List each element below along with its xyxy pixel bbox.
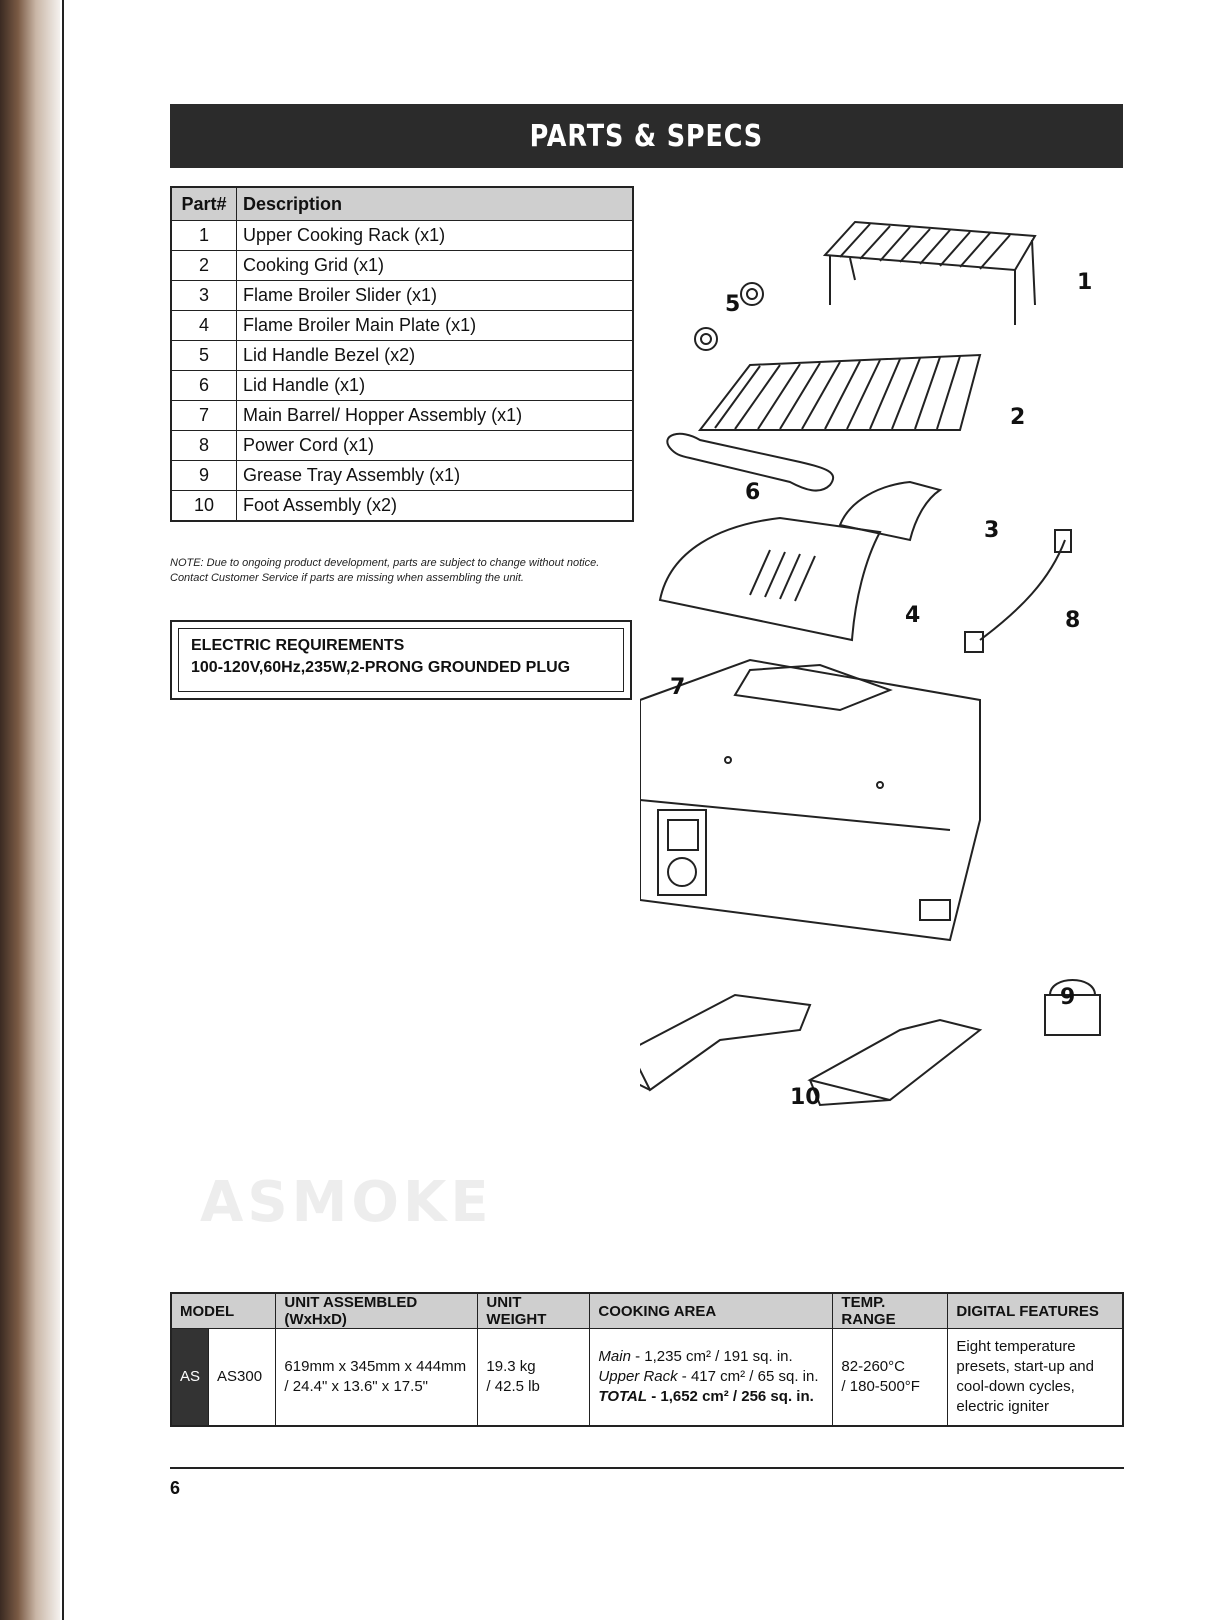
flame-broiler-slider-drawing: [840, 482, 940, 540]
col-temp-range: TEMP. RANGE: [833, 1293, 948, 1329]
col-unit-weight: UNIT WEIGHT: [478, 1293, 590, 1329]
diagram-label-1: 1: [1077, 270, 1093, 295]
section-header: [170, 104, 1123, 168]
upper-cooking-rack-drawing: [825, 222, 1035, 325]
model-name: AS300: [209, 1329, 276, 1427]
part-description: Grease Tray Assembly (x1): [237, 461, 634, 491]
area-main-value: - 1,235 cm² / 191 sq. in.: [630, 1348, 793, 1365]
table-row: [171, 461, 633, 491]
area-upper-value: - 417 cm² / 65 sq. in.: [677, 1368, 819, 1385]
part-number: 3: [171, 281, 237, 311]
table-row: [171, 401, 633, 431]
area-upper-label: Upper Rack: [598, 1368, 678, 1385]
parts-table-header: [171, 187, 633, 221]
brand-watermark: ASMOKE: [200, 1170, 493, 1235]
diagram-label-9: 9: [1060, 985, 1076, 1010]
cooking-area-value: [590, 1329, 833, 1427]
parts-table: [170, 186, 634, 522]
part-description: Flame Broiler Slider (x1): [237, 281, 634, 311]
area-main-label: Main: [598, 1348, 631, 1365]
table-row: [171, 251, 633, 281]
part-number: 2: [171, 251, 237, 281]
area-main: [598, 1347, 824, 1367]
flame-broiler-main-plate-drawing: [660, 518, 880, 640]
diagram-label-8: 8: [1065, 608, 1081, 633]
unit-assembled-value: [276, 1329, 478, 1427]
page-number: 6: [170, 1478, 181, 1498]
col-description: Description: [237, 187, 634, 221]
assembled-imperial: / 24.4" x 13.6" x 17.5": [284, 1378, 428, 1395]
diagram-label-10: 10: [790, 1085, 821, 1110]
part-description: Foot Assembly (x2): [237, 491, 634, 522]
electric-requirements-spec: 100-120V,60Hz,235W,2-PRONG GROUNDED PLUG: [191, 659, 571, 676]
table-row: [171, 491, 633, 522]
area-total-value: - 1,652 cm² / 256 sq. in.: [647, 1388, 814, 1405]
model-series: AS: [171, 1329, 209, 1427]
part-number: 9: [171, 461, 237, 491]
part-description: Upper Cooking Rack (x1): [237, 221, 634, 251]
digital-features-value: Eight temperature presets, start-up and cool-down cycles, electric igniter: [948, 1329, 1123, 1427]
part-description: Main Barrel/ Hopper Assembly (x1): [237, 401, 634, 431]
specs-table: [170, 1292, 1124, 1427]
assembled-metric: 619mm x 345mm x 444mm: [284, 1358, 467, 1375]
electric-requirements-inner: [178, 628, 624, 692]
col-cooking-area: COOKING AREA: [590, 1293, 833, 1329]
part-number: 10: [171, 491, 237, 522]
col-part-number: Part#: [171, 187, 237, 221]
part-description: Cooking Grid (x1): [237, 251, 634, 281]
part-description: Lid Handle Bezel (x2): [237, 341, 634, 371]
diagram-label-2: 2: [1010, 405, 1026, 430]
area-total: [598, 1387, 824, 1407]
temp-celsius: 82-260°C: [841, 1358, 905, 1375]
temp-fahrenheit: / 180-500°F: [841, 1378, 920, 1395]
unit-weight-value: [478, 1329, 590, 1427]
diagram-label-6: 6: [745, 480, 761, 505]
part-number: 5: [171, 341, 237, 371]
area-total-label: TOTAL: [598, 1388, 648, 1405]
part-number: 1: [171, 221, 237, 251]
temp-range-value: [833, 1329, 948, 1427]
table-row: [171, 431, 633, 461]
table-row: [171, 221, 633, 251]
col-digital-features: DIGITAL FEATURES: [948, 1293, 1123, 1329]
col-model: MODEL: [171, 1293, 276, 1329]
part-description: Power Cord (x1): [237, 431, 634, 461]
part-number: 4: [171, 311, 237, 341]
weight-kg: 19.3 kg: [486, 1358, 536, 1375]
power-cord-drawing: [965, 530, 1071, 652]
diagram-label-5: 5: [725, 292, 741, 317]
specs-table-header: [171, 1293, 1123, 1329]
table-row: [171, 341, 633, 371]
part-description: Flame Broiler Main Plate (x1): [237, 311, 634, 341]
cooking-grid-drawing: [700, 355, 980, 430]
table-row: [171, 311, 633, 341]
part-number: 8: [171, 431, 237, 461]
part-number: 6: [171, 371, 237, 401]
page-title: PARTS & SPECS: [529, 118, 764, 154]
table-row: [171, 281, 633, 311]
col-unit-assembled: UNIT ASSEMBLED (WxHxD): [276, 1293, 478, 1329]
table-row: [171, 1329, 1123, 1427]
part-description: Lid Handle (x1): [237, 371, 634, 401]
diagram-label-3: 3: [984, 518, 1000, 543]
scan-edge: [0, 0, 60, 1620]
scan-edge-line: [62, 0, 64, 1620]
parts-diagram: [640, 200, 1140, 1140]
area-upper: [598, 1367, 824, 1387]
parts-note: NOTE: Due to ongoing product development, parts are subject to change without notice. Contact Customer Service if parts are missing when assembling the unit.: [170, 557, 600, 584]
part-number: 7: [171, 401, 237, 431]
diagram-label-7: 7: [670, 675, 686, 700]
table-row: [171, 371, 633, 401]
main-barrel-drawing: [640, 660, 980, 940]
footer-rule: [170, 1467, 1124, 1469]
electric-requirements-box: [170, 620, 632, 700]
weight-lb: / 42.5 lb: [486, 1378, 540, 1395]
electric-requirements-title: ELECTRIC REQUIREMENTS: [191, 637, 405, 654]
diagram-label-4: 4: [905, 603, 921, 628]
